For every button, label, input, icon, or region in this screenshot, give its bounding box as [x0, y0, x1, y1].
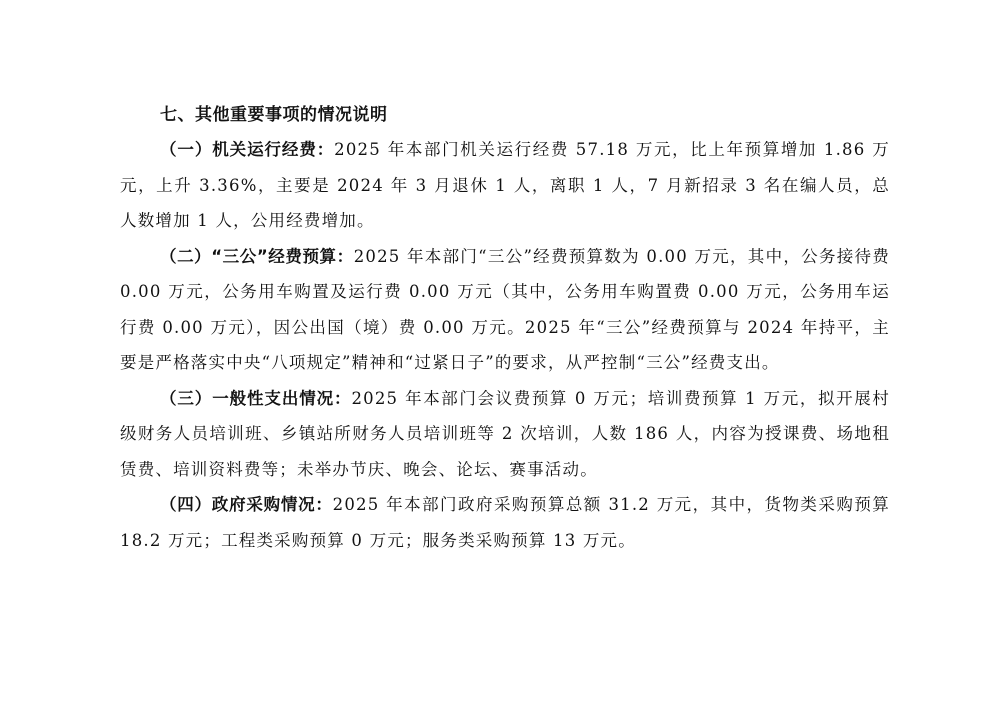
document-body: [120, 98, 890, 558]
paragraph-lead: （一）机关运行经费：: [160, 140, 335, 159]
paragraph-text: 2025 年本部门“三公”经费预算数为 0.00 万元，其中，公务接待费 0.00 万元，公务用车购置及运行费 0.00 万元（其中，公务用车购置费 0.00 万元，公务用车运行费 0.00 万元），因公出国（境）费 0.00 万元。2025 年“三公”经费预算与 2024 年持平，主要是严格落实中央“八项规定”精神和“过紧日子”的要求，从严控制“三公”经费支出。: [120, 246, 890, 372]
paragraph-three-public-expenses: [120, 239, 890, 381]
paragraph-text: 2025 年本部门政府采购预算总额 31.2 万元，其中，货物类采购预算 18.2 万元；工程类采购预算 0 万元；服务类采购预算 13 万元。: [120, 495, 890, 550]
paragraph-text: 2025 年本部门会议费预算 0 万元；培训费预算 1 万元，拟开展村级财务人员培训班、乡镇站所财务人员培训班等 2 次培训，人数 186 人，内容为授课费、场地租赁费、培训资料费等；未举办节庆、晚会、论坛、赛事活动。: [120, 388, 890, 479]
paragraph-lead: （四）政府采购情况：: [160, 495, 333, 514]
paragraph-government-procurement: [120, 487, 890, 558]
paragraph-text: 2025 年本部门机关运行经费 57.18 万元，比上年预算增加 1.86 万元，上升 3.36%，主要是 2024 年 3 月退休 1 人，离职 1 人，7 月新招录 3 名在编人员，总人数增加 1 人，公用经费增加。: [120, 140, 891, 230]
paragraph-operating-expenses: [120, 132, 890, 239]
paragraph-lead: （二）“三公”经费预算：: [160, 246, 354, 266]
paragraph-general-expenditure: [120, 381, 890, 488]
section-title: 七、其他重要事项的情况说明: [160, 105, 388, 125]
paragraph-lead: （三）一般性支出情况：: [160, 388, 352, 408]
